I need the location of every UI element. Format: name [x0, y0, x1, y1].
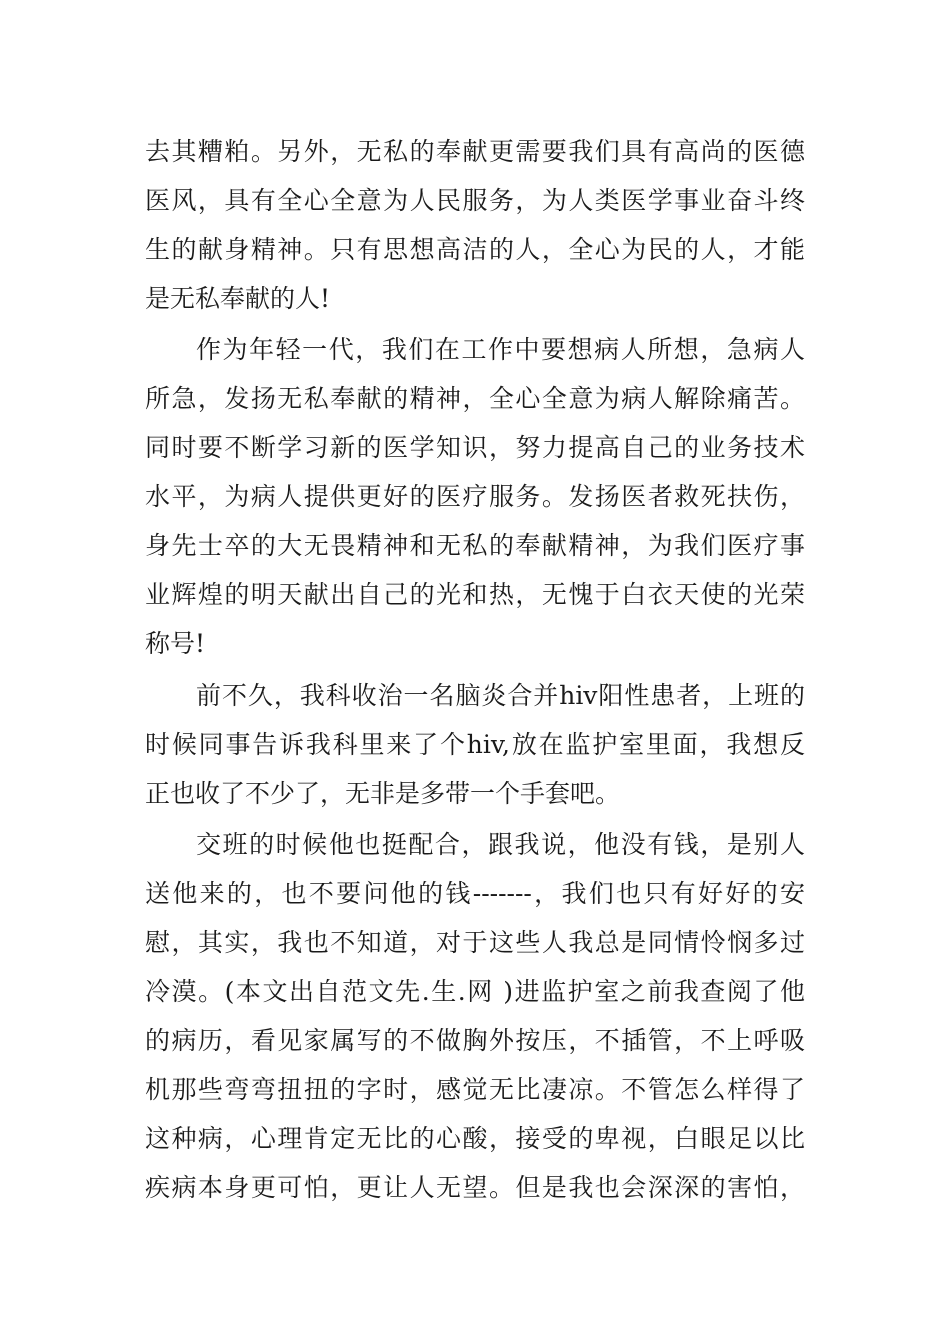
text-line: 生的献身精神。只有思想高洁的人，全心为民的人，才能 [145, 235, 805, 264]
text-line: 所急，发扬无私奉献的精神，全心全意为病人解除痛苦。 [145, 384, 805, 413]
text-line: 水平，为病人提供更好的医疗服务。发扬医者救死扶伤， [145, 482, 805, 511]
text-line: 的病历，看见家属写的不做胸外按压，不插管，不上呼吸 [145, 1026, 805, 1055]
text-line: 疾病本身更可怕，更让人无望。但是我也会深深的害怕， [145, 1173, 805, 1202]
text-line: 是无私奉献的人! [145, 284, 331, 313]
text-line: 医风，具有全心全意为人民服务，为人类医学事业奋斗终 [145, 186, 805, 215]
paragraph-first-line: 前不久，我科收治一名脑炎合并hiv阳性患者，上班的 [196, 681, 805, 710]
text-line: 去其糟粕。另外，无私的奉献更需要我们具有高尚的医德 [145, 137, 805, 166]
paragraph-first-line: 交班的时候他也挺配合，跟我说，他没有钱，是别人 [196, 830, 805, 859]
text-line: 这种病，心理肯定无比的心酸，接受的卑视，白眼足以比 [145, 1124, 805, 1153]
text-line: 正也收了不少了，无非是多带一个手套吧。 [145, 779, 621, 808]
text-line: 称号! [145, 629, 206, 658]
text-line: 同时要不断学习新的医学知识，努力提高自己的业务技术 [145, 433, 805, 462]
text-line: 送他来的，也不要问他的钱-------，我们也只有好好的安 [145, 879, 805, 908]
text-line: 身先士卒的大无畏精神和无私的奉献精神，为我们医疗事 [145, 531, 805, 560]
text-line: 慰，其实，我也不知道，对于这些人我总是同情怜悯多过 [145, 928, 805, 957]
text-line: 冷漠。(本文出自范文先.生.网 )进监护室之前我查阅了他 [145, 977, 805, 1006]
text-line: 机那些弯弯扭扭的字时，感觉无比凄凉。不管怎么样得了 [145, 1075, 805, 1104]
text-line: 业辉煌的明天献出自己的光和热，无愧于白衣天使的光荣 [145, 580, 805, 609]
paragraph-first-line: 作为年轻一代，我们在工作中要想病人所想，急病人 [196, 335, 805, 364]
text-line: 时候同事告诉我科里来了个hiv,放在监护室里面，我想反 [145, 730, 805, 759]
